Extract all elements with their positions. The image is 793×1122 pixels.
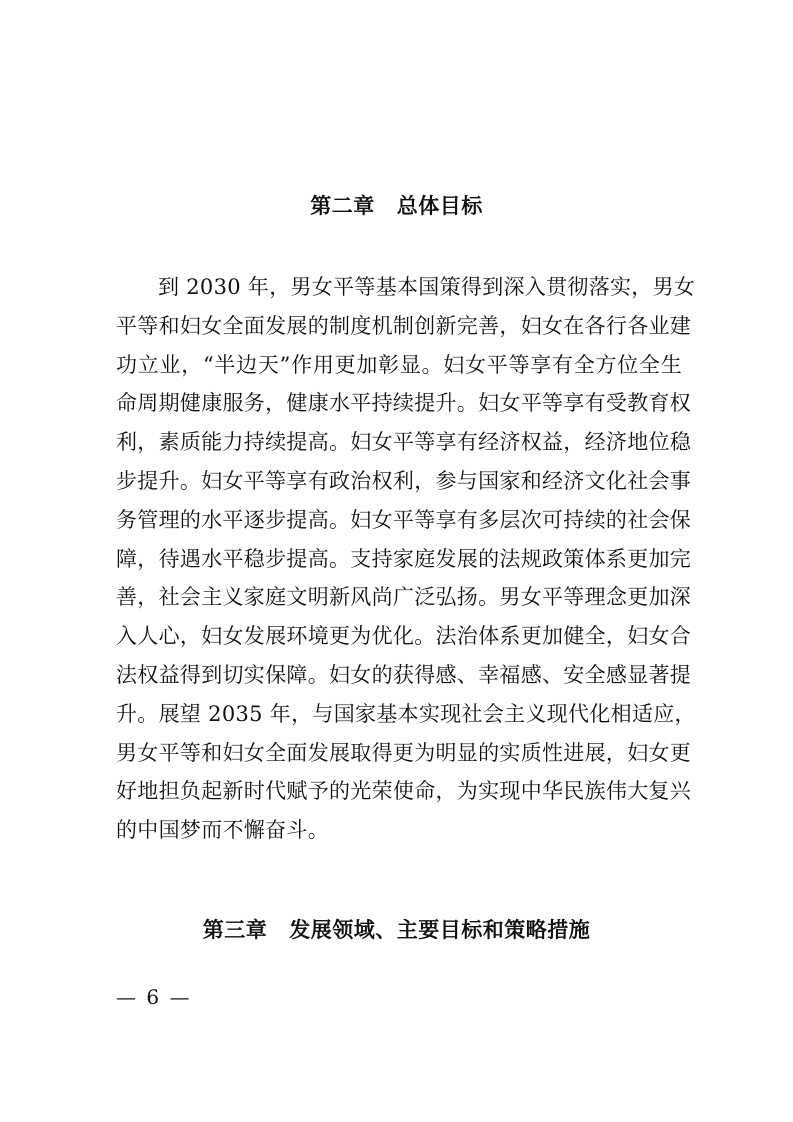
page-number: — 6 — — [116, 985, 192, 1009]
paragraph-line: 功立业，“半边天”作用更加彰显。妇女平等享有全方位全生 — [116, 352, 682, 377]
chapter-3-title: 发展领域、主要目标和策略措施 — [289, 918, 591, 942]
paragraph-line: 男女平等和妇女全面发展取得更为明显的实质性进展，妇女更 — [116, 740, 692, 765]
paragraph-line: 善，社会主义家庭文明新风尚广泛弘扬。男女平等理念更加深 — [116, 585, 692, 610]
chapter-2-title: 总体目标 — [396, 194, 483, 218]
paragraph-line: 升。展望 2035 年，与国家基本实现社会主义现代化相适应， — [116, 701, 696, 726]
paragraph-line: 务管理的水平逐步提高。妇女平等享有多层次可持续的社会保 — [116, 507, 692, 532]
paragraph-line: 利，素质能力持续提高。妇女平等享有经济权益，经济地位稳 — [116, 430, 692, 455]
paragraph-line: 平等和妇女全面发展的制度机制创新完善，妇女在各行各业建 — [116, 313, 692, 338]
chapter-2-number: 第二章 — [310, 194, 375, 218]
chapter-2-heading — [0, 190, 793, 220]
paragraph-line: 到 2030 年，男女平等基本国策得到深入贯彻落实，男女 — [158, 275, 696, 299]
chapter-3-heading — [0, 914, 793, 944]
chapter-2-paragraph — [116, 268, 696, 850]
paragraph-line: 入人心，妇女发展环境更为优化。法治体系更加健全，妇女合 — [116, 624, 692, 649]
paragraph-line: 的中国梦而不懈奋斗。 — [116, 818, 329, 843]
paragraph-line: 步提升。妇女平等享有政治权利，参与国家和经济文化社会事 — [116, 468, 692, 493]
paragraph-line: 好地担负起新时代赋予的光荣使命，为实现中华民族伟大复兴 — [116, 779, 692, 804]
chapter-3-number: 第三章 — [202, 918, 268, 942]
paragraph-line: 命周期健康服务，健康水平持续提升。妇女平等享有受教育权 — [116, 391, 692, 416]
paragraph-line: 障，待遇水平稳步提高。支持家庭发展的法规政策体系更加完 — [116, 546, 692, 571]
paragraph-line: 法权益得到切实保障。妇女的获得感、幸福感、安全感显著提 — [116, 662, 692, 687]
